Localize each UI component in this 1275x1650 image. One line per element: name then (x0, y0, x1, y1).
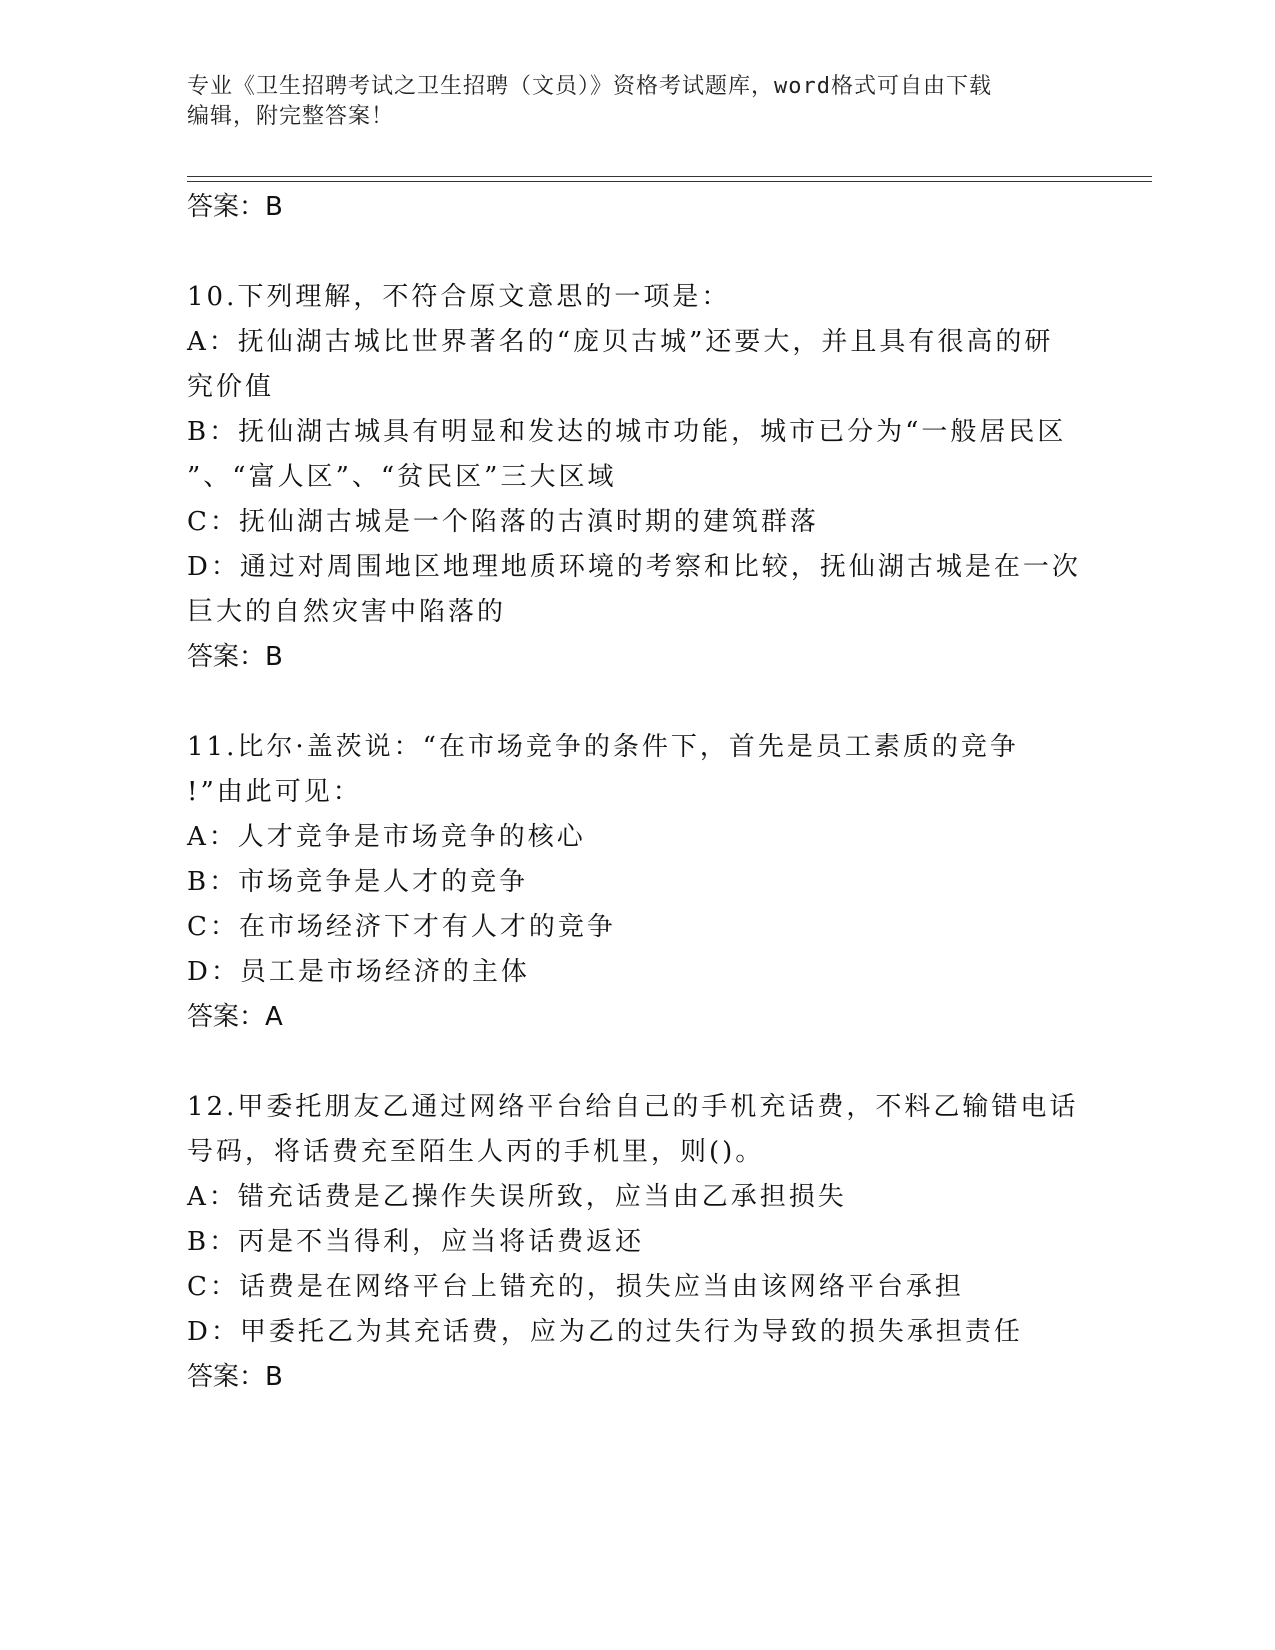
document-body (187, 185, 1087, 1400)
question-12 (187, 1085, 1087, 1400)
question-stem-cont: !”由此可见： (187, 777, 362, 807)
option-b-cont: ”、“富人区”、“贫民区”三大区域 (187, 462, 617, 492)
option-c: C：话费是在网络平台上错充的，损失应当由该网络平台承担 (187, 1272, 964, 1302)
option-b: B：市场竞争是人才的竞争 (187, 867, 529, 897)
question-stem: 12.甲委托朋友乙通过网络平台给自己的手机充话费，不料乙输错电话 (187, 1092, 1079, 1122)
option-a: A：抚仙湖古城比世界著名的“庞贝古城”还要大，并且具有很高的研 (187, 327, 1054, 357)
option-a: A：人才竞争是市场竞争的核心 (187, 822, 586, 852)
question-10 (187, 275, 1087, 680)
answer-previous: 答案：B (187, 192, 283, 222)
option-d: D：甲委托乙为其充话费，应为乙的过失行为导致的损失承担责任 (187, 1317, 1023, 1347)
option-d: D：员工是市场经济的主体 (187, 957, 530, 987)
option-a: A：错充话费是乙操作失误所致，应当由乙承担损失 (187, 1182, 847, 1212)
option-c: C：抚仙湖古城是一个陷落的古滇时期的建筑群落 (187, 507, 819, 537)
spacer (187, 680, 1087, 725)
spacer (187, 1040, 1087, 1085)
header-rule-top (187, 176, 1152, 177)
option-d-cont: 巨大的自然灾害中陷落的 (187, 597, 507, 627)
question-stem: 11.比尔·盖茨说：“在市场竞争的条件下，首先是员工素质的竞争 (187, 732, 1019, 762)
option-b: B：抚仙湖古城具有明显和发达的城市功能，城市已分为“一般居民区 (187, 417, 1067, 447)
header-line-2: 编辑，附完整答案！ (187, 104, 395, 129)
option-b: B：丙是不当得利，应当将话费返还 (187, 1227, 645, 1257)
answer: 答案：A (187, 1002, 283, 1032)
spacer (187, 230, 1087, 275)
question-stem: 10.下列理解，不符合原文意思的一项是： (187, 282, 731, 312)
option-c: C：在市场经济下才有人才的竞争 (187, 912, 616, 942)
answer: 答案：B (187, 1362, 283, 1392)
answer: 答案：B (187, 642, 283, 672)
header-rule-bottom (187, 181, 1152, 182)
question-11 (187, 725, 1087, 1040)
option-a-cont: 究价值 (187, 372, 275, 402)
document-header (187, 72, 1067, 132)
header-line-1: 专业《卫生招聘考试之卫生招聘（文员）》资格考试题库，word格式可自由下载 (187, 74, 992, 99)
question-stem-cont: 号码，将话费充至陌生人丙的手机里，则()。 (187, 1137, 765, 1167)
option-d: D：通过对周围地区地理地质环境的考察和比较，抚仙湖古城是在一次 (187, 552, 1081, 582)
